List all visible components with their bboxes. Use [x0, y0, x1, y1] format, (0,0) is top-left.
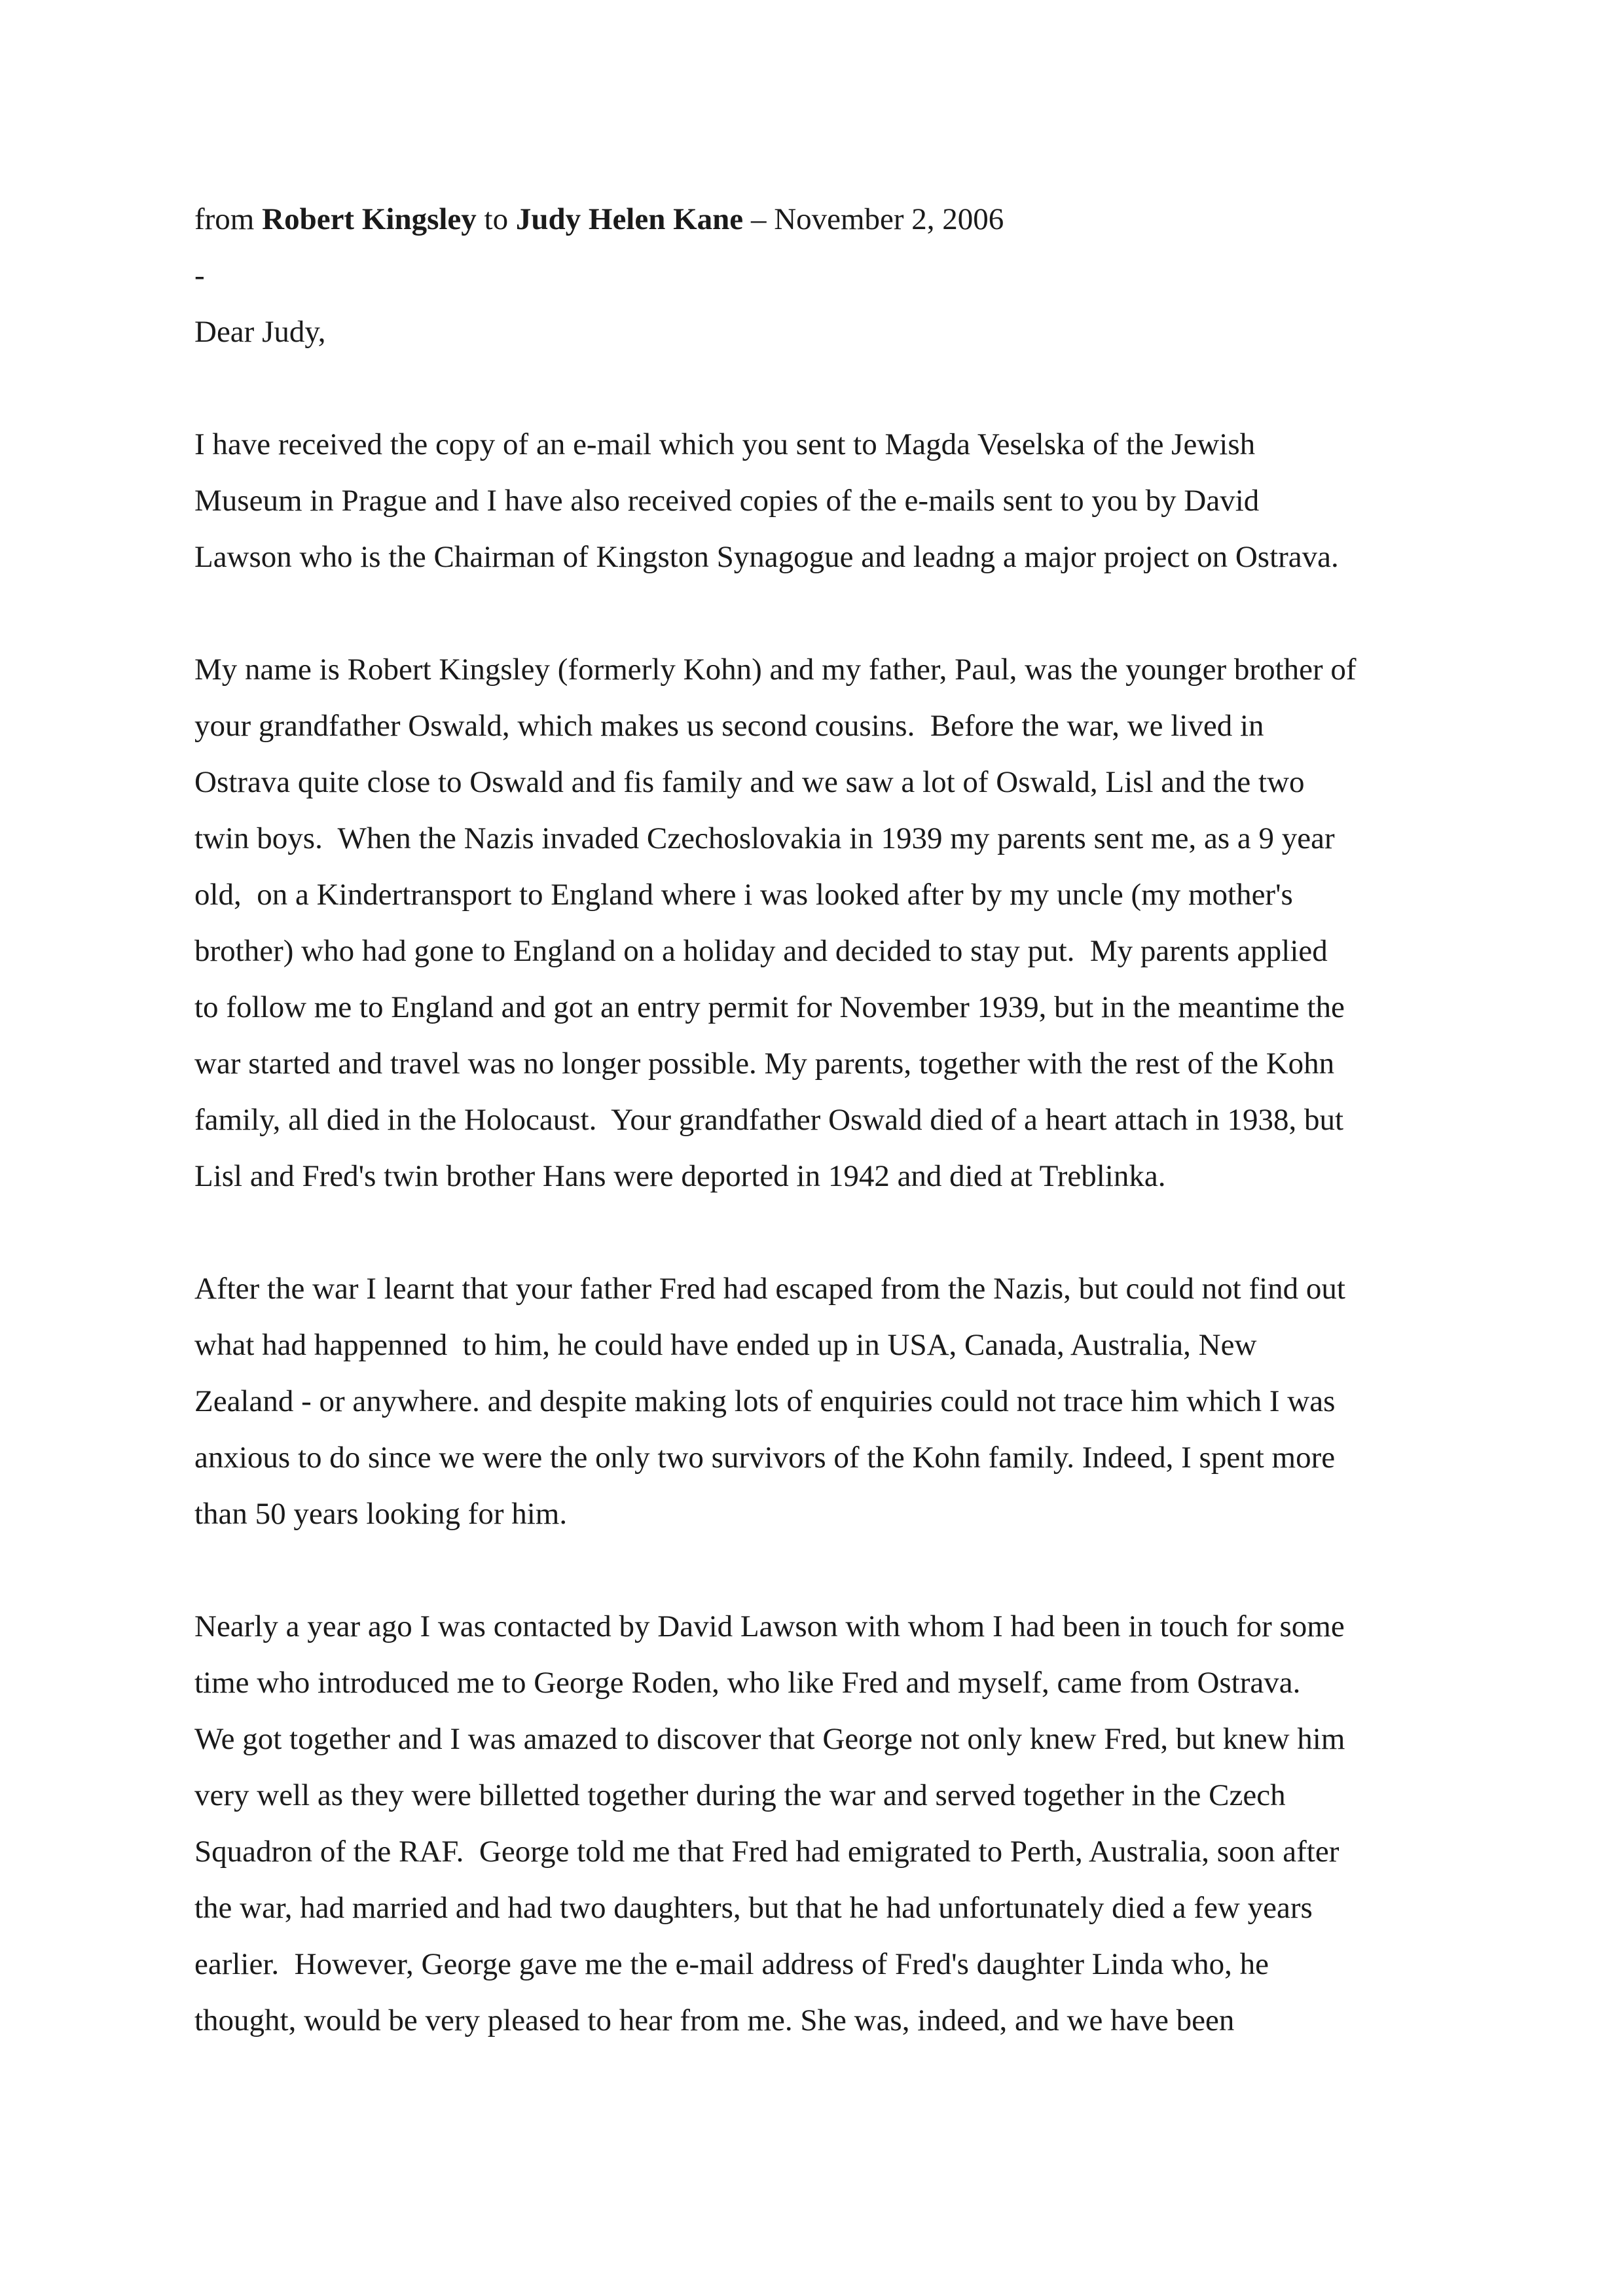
text-line: twin boys. When the Nazis invaded Czechoslovakia in 1939 my parents sent me, as a 9 year — [194, 821, 1335, 855]
text-line: My name is Robert Kingsley (formerly Kohn) and my father, Paul, was the younger brother of — [194, 653, 1357, 687]
paragraph-gap — [194, 585, 1451, 641]
text-line: After the war I learnt that your father Fred had escaped from the Nazis, but could not find out — [194, 1272, 1345, 1306]
text-line: old, on a Kindertransport to England where i was looked after by my uncle (my mother's — [194, 878, 1293, 912]
text-line: Ostrava quite close to Oswald and fis family and we saw a lot of Oswald, Lisl and the two — [194, 765, 1305, 799]
text-line: Museum in Prague and I have also received copies of the e-mails sent to you by David — [194, 484, 1260, 518]
text-line: We got together and I was amazed to discover that George not only knew Fred, but knew him — [194, 1722, 1345, 1756]
separator-dash: - — [194, 259, 205, 293]
paragraph-gap — [194, 360, 1451, 416]
text-line: your grandfather Oswald, which makes us second cousins. Before the war, we lived in — [194, 709, 1264, 743]
text-line: family, all died in the Holocaust. Your grandfather Oswald died of a heart attach in 1938, but — [194, 1103, 1344, 1137]
to-word: to — [476, 202, 516, 236]
from-prefix: from — [194, 202, 263, 236]
text-line: Squadron of the RAF. George told me that Fred had emigrated to Perth, Australia, soon after — [194, 1835, 1340, 1869]
sender-name: Robert Kingsley — [262, 202, 477, 236]
text-line: thought, would be very pleased to hear from me. She was, indeed, and we have been — [194, 2003, 1235, 2037]
salutation: Dear Judy, — [194, 315, 326, 349]
paragraph-gap — [194, 1204, 1451, 1261]
text-line: earlier. However, George gave me the e-mail address of Fred's daughter Linda who, he — [194, 1947, 1269, 1981]
text-line: time who introduced me to George Roden, who like Fred and myself, came from Ostrava. — [194, 1666, 1301, 1700]
text-line: what had happenned to him, he could have ended up in USA, Canada, Australia, New — [194, 1328, 1257, 1362]
paragraph-4 — [194, 1598, 1451, 2049]
text-line: to follow me to England and got an entry permit for November 1939, but in the meantime the — [194, 990, 1345, 1024]
recipient-name: Judy Helen Kane — [515, 202, 744, 236]
paragraph-2 — [194, 641, 1451, 1204]
text-line: very well as they were billetted together during the war and served together in the Czech — [194, 1778, 1286, 1812]
text-line: Nearly a year ago I was contacted by David Lawson with whom I had been in touch for some — [194, 1609, 1345, 1643]
paragraph-3 — [194, 1261, 1451, 1542]
paragraph-1 — [194, 416, 1451, 585]
text-line: I have received the copy of an e-mail which you sent to Magda Veselska of the Jewish — [194, 427, 1256, 461]
text-line: anxious to do since we were the only two survivors of the Kohn family. Indeed, I spent more — [194, 1441, 1336, 1475]
text-line: war started and travel was no longer possible. My parents, together with the rest of the Kohn — [194, 1047, 1335, 1081]
letter-date: – November 2, 2006 — [743, 202, 1004, 236]
text-line: than 50 years looking for him. — [194, 1497, 568, 1531]
text-line: Lisl and Fred's twin brother Hans were deported in 1942 and died at Treblinka. — [194, 1159, 1166, 1193]
text-line: the war, had married and had two daughters, but that he had unfortunately died a few years — [194, 1891, 1313, 1925]
letter-header — [194, 191, 1451, 247]
text-line: Zealand - or anywhere. and despite making lots of enquiries could not trace him which I was — [194, 1384, 1336, 1418]
paragraph-gap — [194, 1542, 1451, 1598]
text-line: brother) who had gone to England on a holiday and decided to stay put. My parents applied — [194, 934, 1328, 968]
letter-page — [194, 191, 1451, 2049]
text-line: Lawson who is the Chairman of Kingston Synagogue and leadng a major project on Ostrava. — [194, 540, 1339, 574]
